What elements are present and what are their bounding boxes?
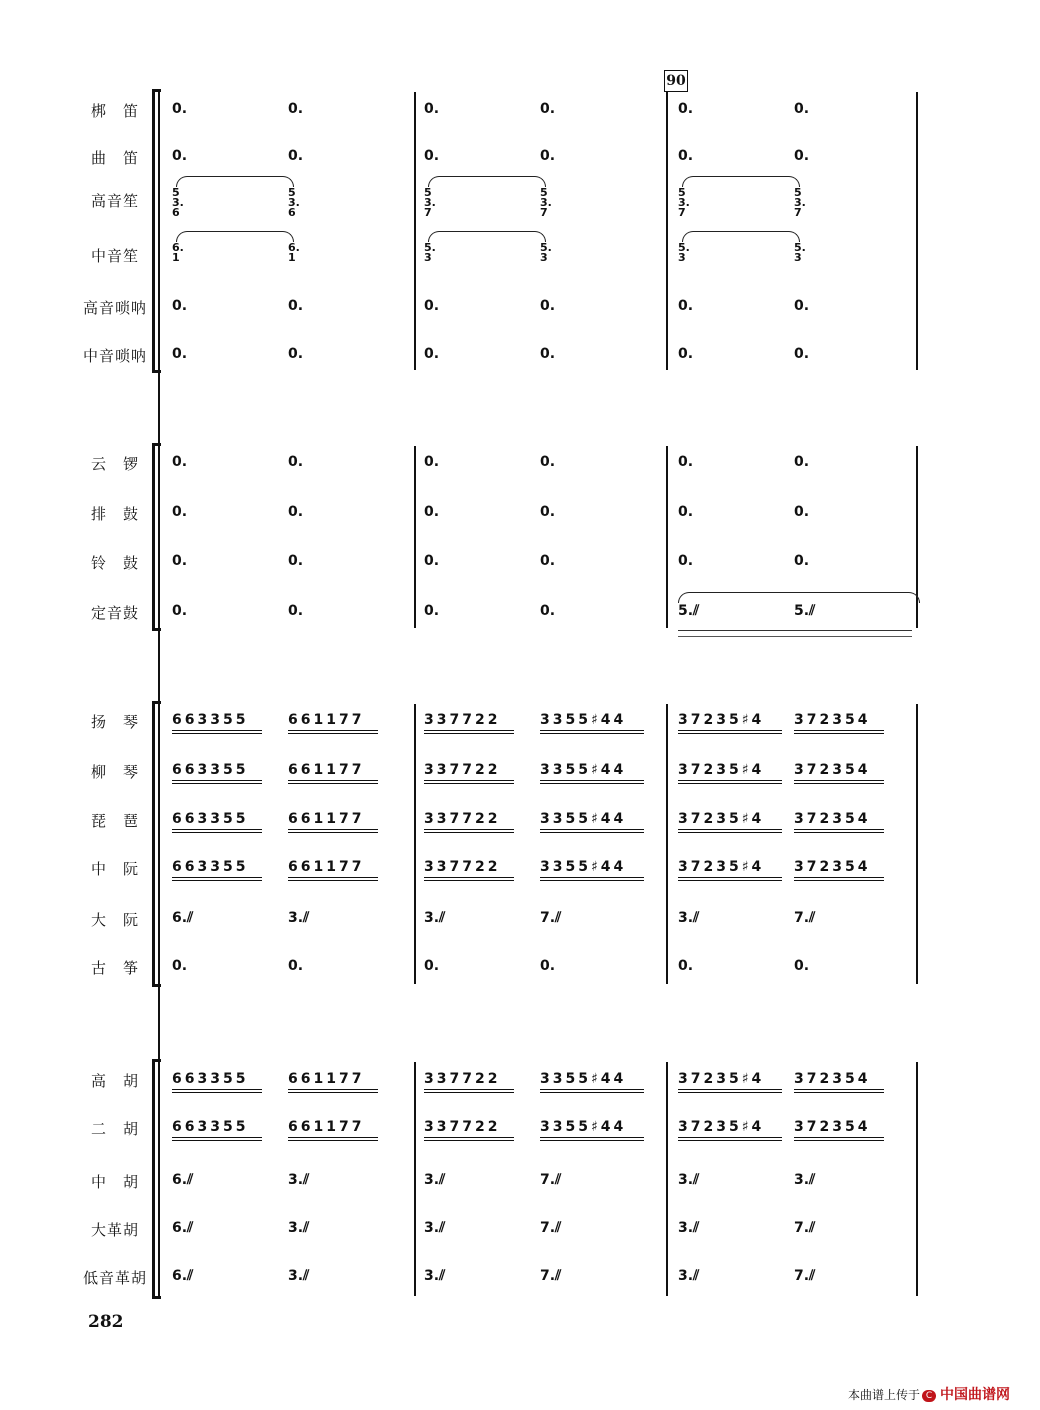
note: 0. [172,958,188,974]
note-figure: 372354 [794,712,871,728]
note: 0. [288,298,304,314]
beam-line [678,877,782,878]
beam-line [424,1140,514,1141]
note: 7.⫽ [540,1268,562,1284]
note: 0. [540,298,556,314]
note: 0. [794,504,810,520]
note: 7.⫽ [540,1172,562,1188]
beam-line [288,832,378,833]
note-figure: 663355 [172,859,249,875]
beam-line [172,829,262,830]
note: 0. [678,101,694,117]
note: 0. [794,298,810,314]
beam-line [172,730,262,731]
instrument-label: 中 胡 [90,1173,139,1191]
note: 3.⫽ [288,910,310,926]
instrument-label: 古 筝 [90,959,139,977]
note: 0. [678,504,694,520]
barline [916,704,918,984]
note: 0. [288,958,304,974]
tie-slur [428,176,546,187]
note-figure: 37235♯4 [678,811,765,827]
note: 0. [540,454,556,470]
beam-line [288,780,378,781]
footer-text: 本曲谱上传于 [847,1388,920,1402]
instrument-label: 二 胡 [90,1120,139,1138]
beam-line [288,1137,378,1138]
note-figure: 663355 [172,1071,249,1087]
note: 0. [540,346,556,362]
instrument-label: 中 阮 [90,860,139,878]
note: 0. [794,958,810,974]
note: 0. [288,346,304,362]
note: 3.⫽ [424,1268,446,1284]
beam-line [424,877,514,878]
beam-line [424,832,514,833]
note: 3.⫽ [678,1172,700,1188]
tie-slur [682,176,800,187]
beam-line [794,1140,884,1141]
instrument-label: 大革胡 [90,1221,139,1239]
beam-line [172,1137,262,1138]
note: 0. [678,346,694,362]
note: 0. [288,553,304,569]
note: 0. [172,504,188,520]
barline [916,1062,918,1296]
note: 0. [172,553,188,569]
note: 0. [172,454,188,470]
timpani-tie [678,592,920,603]
barline [414,446,416,628]
beam-line [288,730,378,731]
note-figure: 3355♯44 [540,1071,627,1087]
note-figure: 337722 [424,859,501,875]
note: 0. [678,454,694,470]
note: 3.⫽ [678,1220,700,1236]
chord-stack: 5 3. 7 [678,186,690,219]
note: 5.⫽ [794,603,816,619]
note-figure: 337722 [424,762,501,778]
instrument-label: 柳 琴 [90,763,139,781]
instrument-label: 云 锣 [90,455,139,473]
note: 0. [424,958,440,974]
beam-line [288,829,378,830]
site-logo-icon: C [922,1390,936,1402]
note: 0. [540,553,556,569]
barline [916,92,918,370]
note-figure: 372354 [794,811,871,827]
beam-line [424,829,514,830]
note-figure: 37235♯4 [678,762,765,778]
beam-line [424,1137,514,1138]
beam-line [540,1137,644,1138]
beam-line [288,1092,378,1093]
chord-stack: 5. 3 [678,241,690,264]
note: 0. [540,504,556,520]
beam-line [540,832,644,833]
beam-line [288,783,378,784]
note: 3.⫽ [424,1172,446,1188]
beam-line [424,880,514,881]
barline [414,704,416,984]
instrument-label: 曲 笛 [90,149,139,167]
note-figure: 3355♯44 [540,1119,627,1135]
beam-line [288,877,378,878]
note-figure: 37235♯4 [678,712,765,728]
group-bracket [152,446,159,628]
beam-line [288,733,378,734]
beam-line [424,780,514,781]
note-figure: 337722 [424,712,501,728]
note-figure: 661177 [288,859,365,875]
instrument-label: 高音笙 [90,192,139,210]
beam-line [678,783,782,784]
note: 3.⫽ [424,910,446,926]
note-figure: 663355 [172,1119,249,1135]
instrument-label: 定音鼓 [90,604,139,622]
beam-line [172,733,262,734]
beam-line [424,733,514,734]
tie-slur [176,176,294,187]
beam-line [794,1089,884,1090]
note-figure: 372354 [794,859,871,875]
instrument-label: 梆 笛 [90,102,139,120]
barline [666,446,668,628]
note: 0. [172,148,188,164]
note: 6.⫽ [172,1268,194,1284]
note: 0. [288,504,304,520]
note: 0. [288,454,304,470]
note: 0. [678,958,694,974]
note: 0. [172,298,188,314]
note: 0. [424,298,440,314]
beam-line [794,730,884,731]
tie-slur [682,231,800,242]
beam-line [540,780,644,781]
beam-line [172,832,262,833]
beam-line [288,880,378,881]
barline [414,1062,416,1296]
note: 0. [288,603,304,619]
group-bracket [152,704,159,984]
note: 3.⫽ [288,1268,310,1284]
note: 0. [540,148,556,164]
note: 0. [678,298,694,314]
note-figure: 661177 [288,712,365,728]
note: 3.⫽ [678,1268,700,1284]
beam-line [794,1092,884,1093]
note: 3.⫽ [794,1172,816,1188]
beam-line [540,1140,644,1141]
note: 0. [678,148,694,164]
beam-line [172,1089,262,1090]
note: 0. [678,553,694,569]
note: 3.⫽ [424,1220,446,1236]
beam-line [794,832,884,833]
note-figure: 37235♯4 [678,859,765,875]
note: 0. [424,553,440,569]
beam-line [678,1140,782,1141]
note: 0. [794,101,810,117]
timpani-extension [678,630,912,631]
note: 0. [540,603,556,619]
note: 7.⫽ [794,1220,816,1236]
beam-line [794,780,884,781]
note: 3.⫽ [678,910,700,926]
beam-line [678,880,782,881]
beam-line [424,783,514,784]
note-figure: 3355♯44 [540,762,627,778]
beam-line [424,1089,514,1090]
chord-stack: 5. 3 [540,241,552,264]
note: 0. [172,346,188,362]
beam-line [678,780,782,781]
beam-line [288,1140,378,1141]
beam-line [288,1089,378,1090]
instrument-label: 高 胡 [90,1072,139,1090]
chord-stack: 5 3. 7 [540,186,552,219]
beam-line [794,877,884,878]
chord-stack: 6. 1 [172,241,184,264]
beam-line [424,730,514,731]
note: 0. [794,454,810,470]
note-figure: 3355♯44 [540,811,627,827]
note: 0. [424,101,440,117]
beam-line [794,733,884,734]
chord-stack: 6. 1 [288,241,300,264]
group-bracket [152,92,159,370]
beam-line [794,880,884,881]
note: 0. [540,101,556,117]
note-figure: 372354 [794,1119,871,1135]
instrument-label: 中音唢呐 [82,347,147,365]
beam-line [678,829,782,830]
beam-line [678,832,782,833]
beam-line [172,1092,262,1093]
note-figure: 3355♯44 [540,859,627,875]
beam-line [540,1089,644,1090]
chord-stack: 5 3. 7 [424,186,436,219]
chord-stack: 5 3. 6 [172,186,184,219]
beam-line [424,1092,514,1093]
tie-slur [428,231,546,242]
note: 3.⫽ [288,1220,310,1236]
chord-stack: 5. 3 [794,241,806,264]
note: 6.⫽ [172,910,194,926]
note-figure: 661177 [288,811,365,827]
instrument-label: 铃 鼓 [90,554,139,572]
beam-line [172,880,262,881]
group-bracket [152,1062,159,1296]
note: 7.⫽ [794,1268,816,1284]
chord-stack: 5. 3 [424,241,436,264]
tie-slur [176,231,294,242]
instrument-label: 高音唢呐 [82,299,147,317]
note: 5.⫽ [678,603,700,619]
note: 0. [424,504,440,520]
note-figure: 661177 [288,1119,365,1135]
note: 6.⫽ [172,1220,194,1236]
barline [666,704,668,984]
note: 0. [288,148,304,164]
beam-line [540,877,644,878]
beam-line [540,880,644,881]
note-figure: 37235♯4 [678,1071,765,1087]
beam-line [540,733,644,734]
beam-line [540,730,644,731]
barline [414,92,416,370]
note-figure: 372354 [794,1071,871,1087]
barline [666,92,668,370]
beam-line [794,783,884,784]
note: 6.⫽ [172,1172,194,1188]
footer-brand: 中国曲谱网 [940,1387,1010,1403]
note: 0. [424,454,440,470]
beam-line [172,1140,262,1141]
instrument-label: 扬 琴 [90,713,139,731]
beam-line [678,1089,782,1090]
chord-stack: 5 3. 7 [794,186,806,219]
instrument-label: 排 鼓 [90,505,139,523]
note: 0. [424,346,440,362]
beam-line [540,783,644,784]
note: 0. [424,148,440,164]
beam-line [794,1137,884,1138]
note-figure: 337722 [424,1071,501,1087]
timpani-extension [678,636,912,637]
instrument-label: 琵 琶 [90,812,139,830]
beam-line [794,829,884,830]
instrument-label: 低音革胡 [82,1269,147,1287]
instrument-label: 中音笙 [90,247,139,265]
note-figure: 661177 [288,762,365,778]
beam-line [172,783,262,784]
note: 0. [794,148,810,164]
note: 0. [794,346,810,362]
footer-credit [848,1384,1010,1404]
note: 0. [794,553,810,569]
page-number: 282 [88,1312,124,1332]
rehearsal-mark: 90 [664,70,688,92]
note-figure: 663355 [172,762,249,778]
note-figure: 372354 [794,762,871,778]
note: 0. [172,603,188,619]
note-figure: 337722 [424,811,501,827]
note: 7.⫽ [540,910,562,926]
beam-line [540,829,644,830]
beam-line [172,877,262,878]
beam-line [540,1092,644,1093]
note: 7.⫽ [794,910,816,926]
note-figure: 3355♯44 [540,712,627,728]
note-figure: 37235♯4 [678,1119,765,1135]
note: 0. [540,958,556,974]
barline [666,1062,668,1296]
beam-line [678,1092,782,1093]
chord-stack: 5 3. 6 [288,186,300,219]
beam-line [678,730,782,731]
note: 0. [172,101,188,117]
note-figure: 663355 [172,712,249,728]
note-figure: 663355 [172,811,249,827]
note-figure: 661177 [288,1071,365,1087]
note: 0. [288,101,304,117]
beam-line [172,780,262,781]
note-figure: 337722 [424,1119,501,1135]
note: 0. [424,603,440,619]
beam-line [678,733,782,734]
note: 3.⫽ [288,1172,310,1188]
beam-line [678,1137,782,1138]
note: 7.⫽ [540,1220,562,1236]
instrument-label: 大 阮 [90,911,139,929]
